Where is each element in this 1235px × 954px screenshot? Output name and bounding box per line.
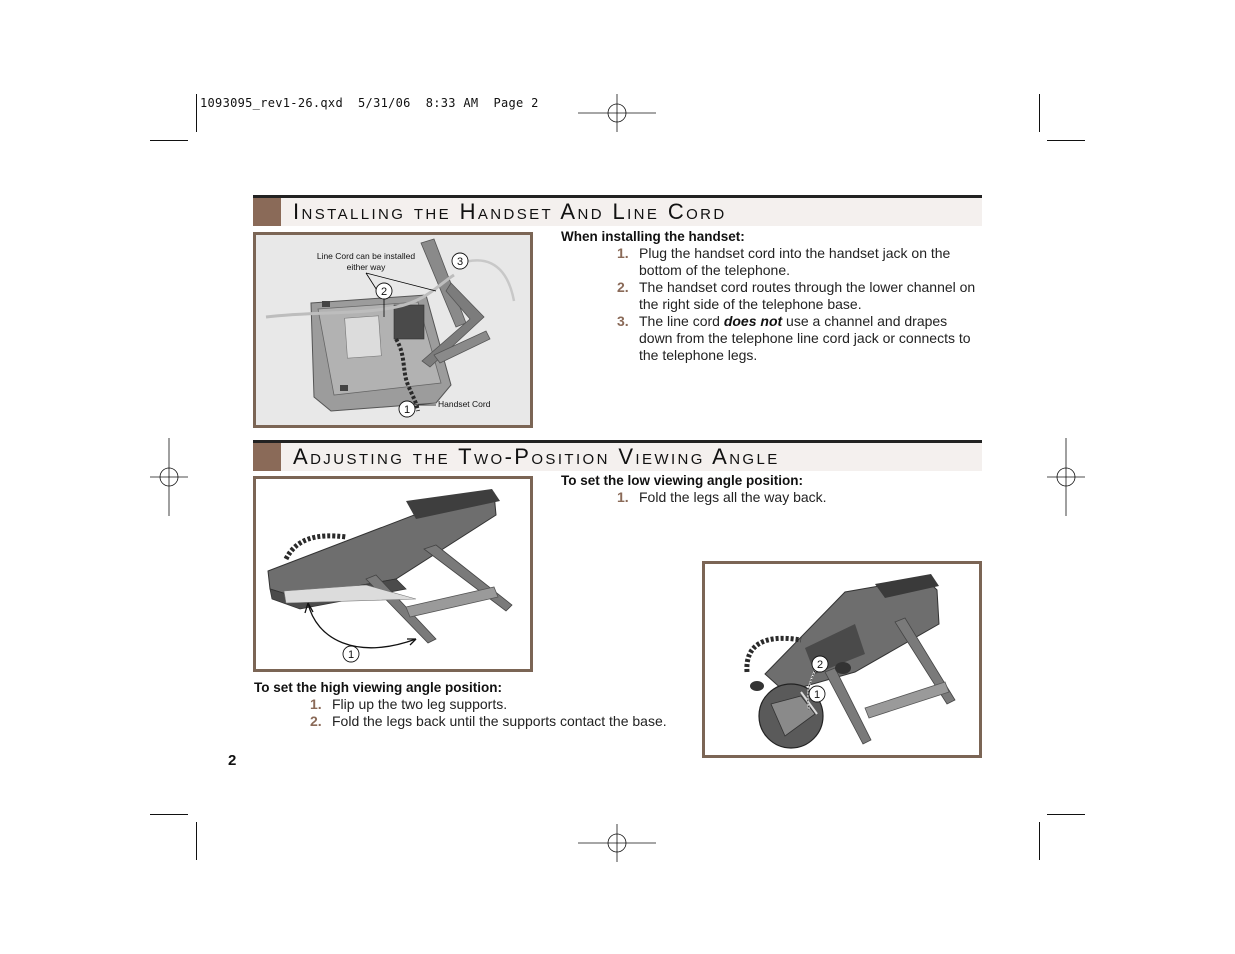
callout-number: 1 <box>813 689 821 701</box>
line-cord-label: either way <box>346 262 386 272</box>
registration-mark-icon <box>1047 438 1085 516</box>
step-text: Fold the legs back until the supports contact the base. <box>332 713 667 729</box>
high-angle-lead: To set the high viewing angle position: <box>254 680 503 695</box>
step-text: Plug the handset cord into the handset jack on the bottom of the telephone. <box>639 245 951 278</box>
list-item <box>617 313 979 364</box>
low-angle-lead: To set the low viewing angle position: <box>561 473 804 488</box>
registration-mark-icon <box>150 438 188 516</box>
figure-low-angle <box>253 476 533 672</box>
high-angle-steps <box>310 696 690 730</box>
step-number: 2. <box>310 713 322 729</box>
figure-handset-install <box>253 232 533 428</box>
page-number: 2 <box>228 752 237 769</box>
callout-number: 3 <box>456 256 464 268</box>
callout-number: 2 <box>816 659 824 671</box>
install-steps <box>617 245 979 364</box>
phone-underside-illustration <box>256 235 530 425</box>
list-item <box>617 279 979 313</box>
phone-high-angle-illustration <box>705 564 979 755</box>
section-header-installing <box>253 195 982 226</box>
step-text: Fold the legs all the way back. <box>639 489 827 505</box>
list-item <box>310 713 690 730</box>
phone-low-angle-illustration <box>256 479 530 669</box>
section-header-viewing-angle <box>253 440 982 471</box>
install-lead: When installing the handset: <box>561 229 745 244</box>
registration-mark-icon <box>578 94 656 132</box>
step-number: 1. <box>617 245 629 261</box>
step-text: Flip up the two leg supports. <box>332 696 508 712</box>
step-number: 1. <box>310 696 322 712</box>
step-text: use a channel and drapes down from the telephone line cord jack or connects to the telephone legs. <box>639 313 971 363</box>
callout-number: 1 <box>347 649 355 661</box>
section-swatch <box>253 198 281 226</box>
print-slug: 1093095_rev1-26.qxd 5/31/06 8:33 AM Page 2 <box>200 96 539 110</box>
callout-number: 2 <box>380 286 388 298</box>
step-number: 3. <box>617 313 629 329</box>
list-item <box>617 245 979 279</box>
callout-number: 1 <box>403 404 411 416</box>
step-number: 1. <box>617 489 629 505</box>
line-cord-label: Line Cord can be installed <box>316 251 416 261</box>
figure-high-angle <box>702 561 982 758</box>
step-text: The handset cord routes through the lower channel on the right side of the telephone base. <box>639 279 976 312</box>
handset-cord-label: Handset Cord <box>438 399 491 409</box>
list-item <box>310 696 690 713</box>
list-item <box>617 489 979 506</box>
step-number: 2. <box>617 279 629 295</box>
step-text: The line cord <box>639 313 724 329</box>
section-title: Installing the Handset And Line Cord <box>293 199 727 224</box>
section-title: Adjusting the Two-Position Viewing Angle <box>293 444 780 469</box>
section-swatch <box>253 443 281 471</box>
emphasis-text: does not <box>723 313 783 329</box>
low-angle-steps <box>617 489 979 506</box>
registration-mark-icon <box>578 824 656 862</box>
